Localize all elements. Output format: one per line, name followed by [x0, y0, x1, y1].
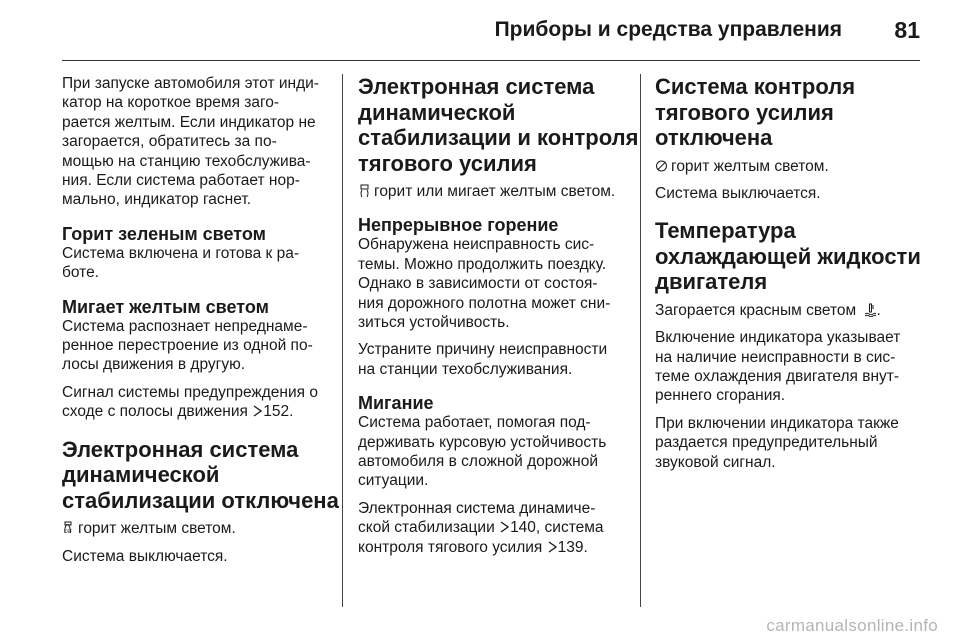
esp-off-icon — [62, 521, 75, 535]
column-divider — [342, 74, 343, 607]
column-left — [62, 74, 337, 574]
page-reference-arrow-icon — [253, 405, 262, 417]
section-heading-coolant: Температура охлаждающей жидкости двигателя — [655, 218, 921, 295]
column-right — [655, 74, 923, 480]
traction-off-indicator-line: горит желтым светом. — [655, 157, 923, 176]
page-reference-link[interactable]: 140, система — [510, 519, 604, 537]
blink-paragraph: Система распознает непреднаме- ренное перестроение из одной по- лосы движения в другую. — [62, 317, 313, 374]
column-middle — [358, 74, 639, 565]
coolant-indicator-line: Загорается красным светом . — [655, 301, 881, 319]
intro-paragraph: При запуске автомобиля этот инди- катор на короткое время заго- рается желтым. Если индикатор не загорается, обратитесь за по- мощью на станцию техобслужива- ния. Если система работает нор- мально, индикатор гаснет. — [62, 75, 319, 209]
esp-off-status: Система выключается. — [62, 547, 228, 565]
esp-off-indicator-line: OFF горит желтым светом. — [62, 519, 337, 538]
page-reference-link[interactable]: 139. — [557, 538, 588, 556]
blinking-paragraph: Система работает, помогая под- держивать курсовую устойчивость автомобиля в сложной дорожной ситуации. — [358, 414, 607, 490]
page-reference-link[interactable]: 152. — [263, 403, 294, 421]
subheading-green: Горит зеленым светом — [62, 223, 266, 244]
green-paragraph: Система включена и готова к ра- боте. — [62, 244, 300, 282]
watermark: carmanualsonline.info — [766, 616, 938, 635]
coolant-temperature-icon — [864, 303, 877, 317]
fix-paragraph: Устраните причину неисправности на станции техобслуживания. — [358, 341, 608, 378]
svg-text:OFF: OFF — [64, 529, 73, 535]
coolant-alarm: При включении индикатора также раздается предупредительный звуковой сигнал. — [655, 414, 899, 471]
section-heading-esp-off: Электронная система динамической стабилизации отключена — [62, 436, 339, 513]
traction-off-status: Система выключается. — [655, 184, 821, 202]
reference-paragraph: Электронная система динамиче- ской стабилизации 140, система контроля тягового усилия 139. — [358, 499, 604, 556]
page-number: 81 — [894, 17, 920, 43]
warning-reference-paragraph: Сигнал системы предупреждения о сходе с полосы движения 152. — [62, 383, 318, 421]
header-divider — [62, 60, 920, 61]
subheading-blinking: Мигает желтым светом — [62, 296, 269, 317]
esp-indicator-line: горит или мигает желтым светом. — [358, 182, 626, 201]
subheading-blinking: Мигание — [358, 393, 434, 414]
continuous-paragraph: Обнаружена неисправность сис- темы. Можно продолжить поездку. Однако в зависимости от состоя- ния дорожного полотна может сни- зиться устойчивость. — [358, 236, 611, 332]
page-reference-arrow-icon — [548, 541, 557, 553]
page-header — [0, 0, 960, 60]
esp-icon — [358, 184, 371, 198]
traction-off-icon — [655, 159, 668, 173]
subheading-continuous: Непрерывное горение — [358, 215, 559, 236]
page-title: Приборы и средства управления — [494, 18, 842, 41]
section-heading-esp-tc: Электронная система динамической стабилизации и контроля тягового усилия — [358, 74, 639, 176]
column-divider — [640, 74, 641, 607]
coolant-description: Включение индикатора указывает на наличие неисправности в сис- теме охлаждения двигателя внут- реннего сгорания. — [655, 329, 901, 405]
section-heading-traction-off: Система контроля тягового усилия отключена — [655, 74, 856, 150]
page-reference-arrow-icon — [500, 521, 509, 533]
